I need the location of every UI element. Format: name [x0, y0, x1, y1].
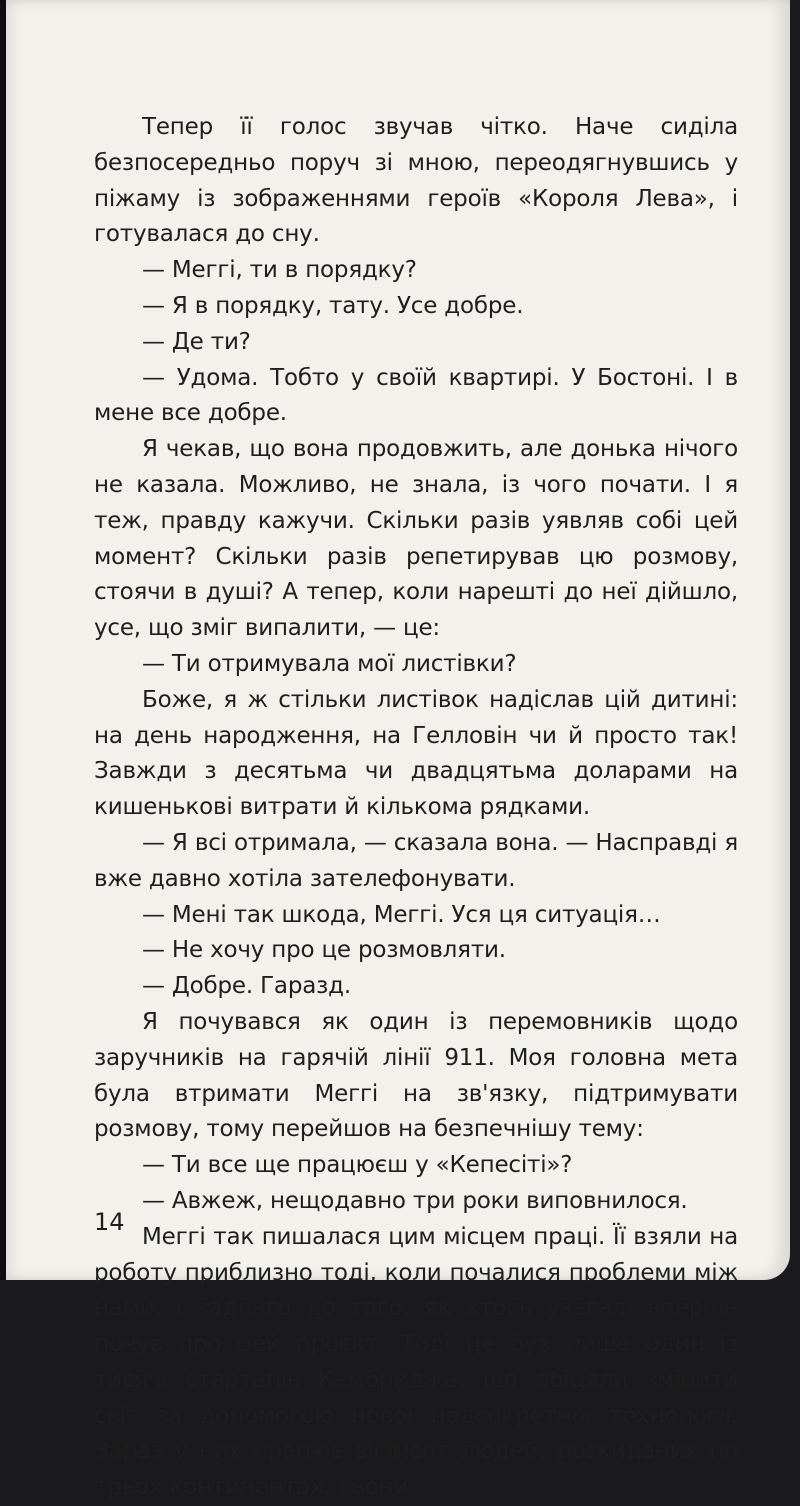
paragraph-7: — Ти отримувала мої листівки? — [142, 650, 517, 677]
paragraph-8: Боже, я ж стільки листівок надіслав цій дитині: на день народження, на Гелловін чи й просто так! Завжди з десятьма чи двадцятьма доларами на кишенькові витрати й кількома рядками. — [94, 686, 738, 821]
paragraph-6: Я чекав, що вона продовжить, але донька нічого не казала. Можливо, не знала, із чого почати. І я теж, правду кажучи. Скільки разів уявляв собі цей момент? Скільки разів репетирував цю розмову, стоячи в душі? А тепер, коли нарешті до неї дійшло, усе, що зміг випалити, — це: — [94, 436, 738, 642]
body-text — [94, 110, 738, 1506]
paragraph-13: Я почувався як один із перемовників щодо заручників на гарячій лінії 911. Моя головна мета була втримати Меггі на зв'язку, підтримувати розмову, тому перейшов на безпечнішу тему: — [94, 1008, 738, 1143]
paragraph-15: — Авжеж, нещодавно три роки виповнилося. — [142, 1187, 688, 1214]
paragraph-5: — Удома. Тобто у своїй квартирі. У Бостоні. І в мене все добре. — [94, 364, 738, 427]
page-number: 14 — [94, 1208, 125, 1236]
paragraph-11: — Не хочу про це розмовляти. — [142, 937, 506, 964]
paragraph-16: Меггі так пишалася цим місцем праці. Її взяли на роботу приблизно тоді, коли почалися проблеми між нами, і задовго до того, як хтось узагалі вперше почув про цей проєкт. Тоді це був лише один із тисячі стартапів Кембриджа, що обіцяли змінити світ за допомогою нової надсекретної технології. Зараз у них працює вісімсот людей, розкиданих по трьох континентах, і вони — [94, 1223, 738, 1501]
paragraph-14: — Ти все ще працюєш у «Кепесіті»? — [142, 1152, 573, 1179]
paragraph-4: — Де ти? — [142, 328, 251, 355]
paragraph-2: — Меггі, ти в порядку? — [142, 257, 417, 284]
paragraph-3: — Я в порядку, тату. Усе добре. — [142, 292, 524, 319]
paragraph-10: — Мені так шкода, Меггі. Уся ця ситуація… — [142, 901, 661, 928]
paragraph-12: — Добре. Гаразд. — [142, 973, 351, 1000]
paragraph-1: Тепер її голос звучав чітко. Наче сиділа безпосередньо поруч зі мною, переодягнувшись у піжаму із зображеннями героїв «Короля Лева», і готувалася до сну. — [94, 114, 738, 248]
paragraph-9: — Я всі отримала, — сказала вона. — Насправді я вже давно хотіла зателефонувати. — [94, 829, 738, 892]
